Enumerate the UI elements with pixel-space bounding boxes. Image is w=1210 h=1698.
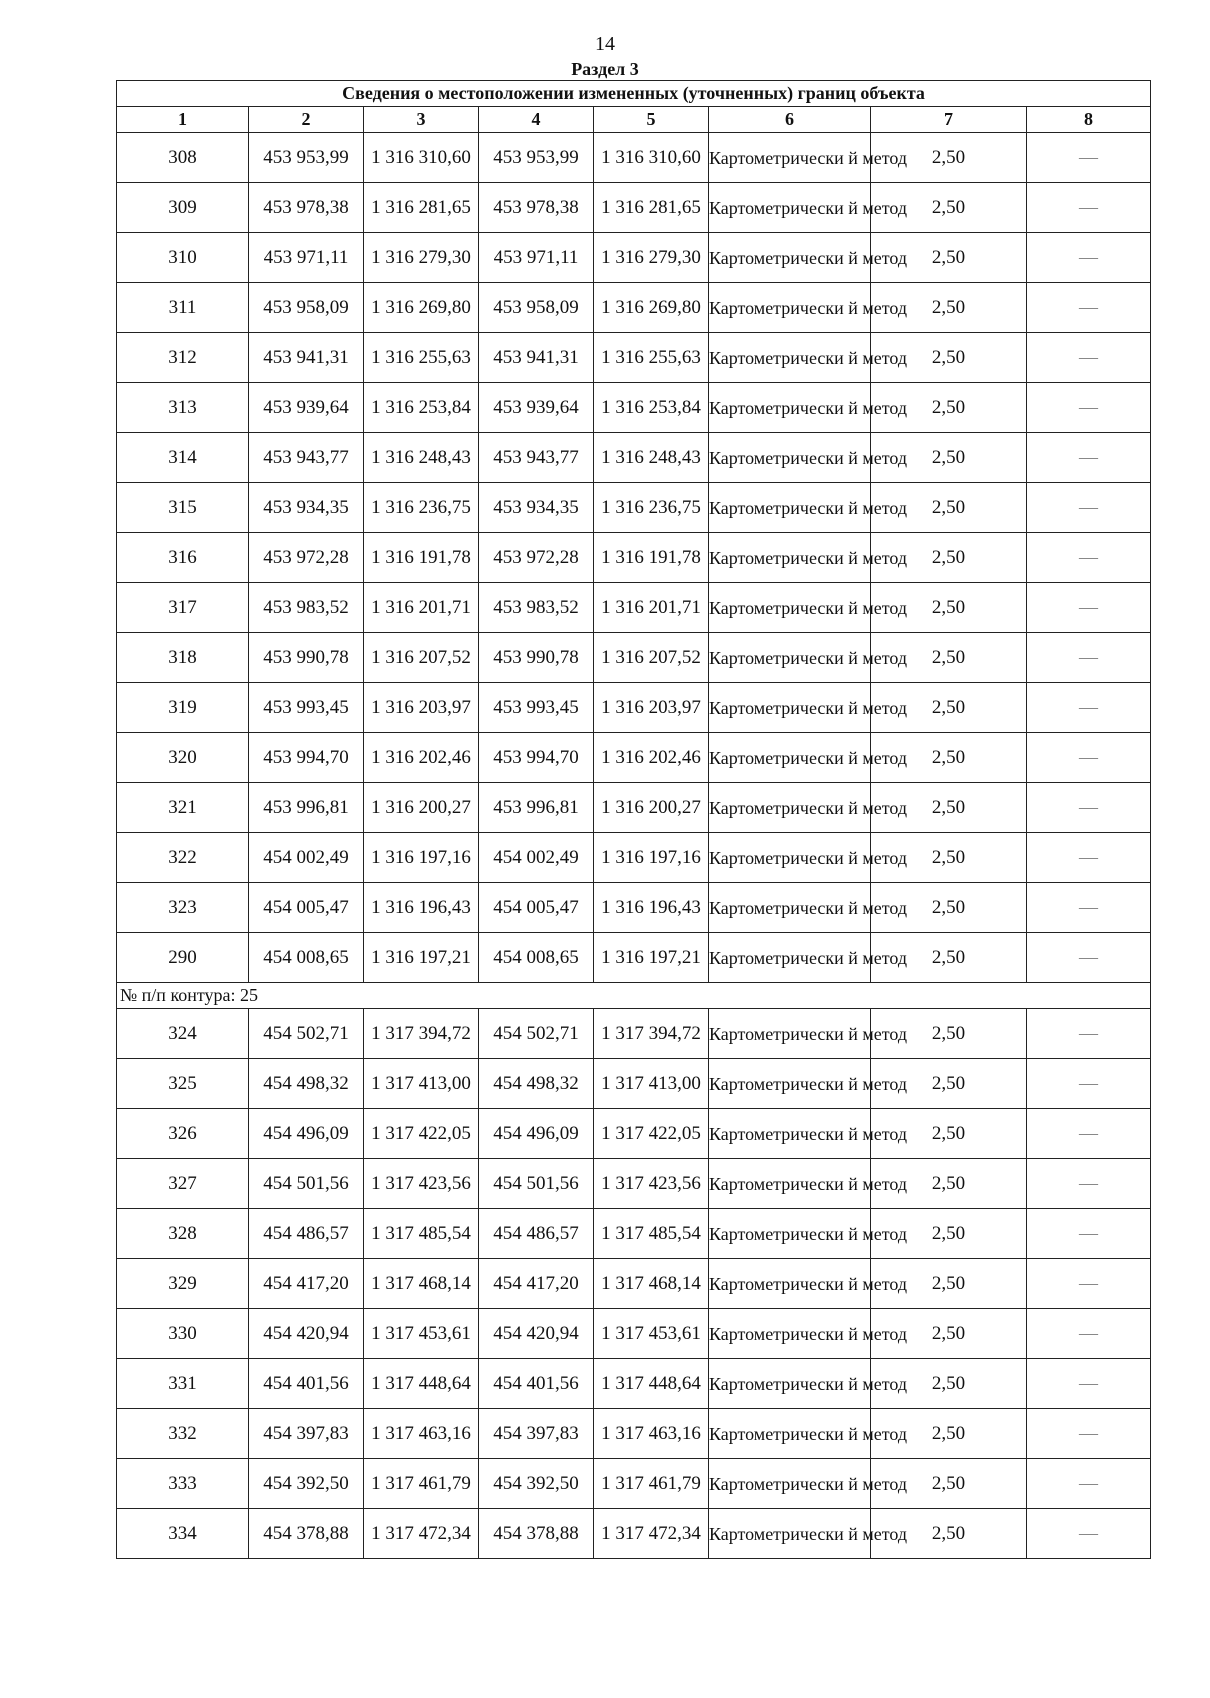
cell-mt-accuracy: 2,50 [871, 1459, 1027, 1509]
cell-mt-accuracy: 2,50 [871, 333, 1027, 383]
cell-x-old: 453 953,99 [249, 133, 364, 183]
cell-point-number: 310 [117, 233, 249, 283]
cell-note: — [1027, 1159, 1151, 1209]
cell-point-number: 321 [117, 783, 249, 833]
cell-y-old: 1 316 200,27 [364, 783, 479, 833]
cell-x-new: 454 502,71 [479, 1009, 594, 1059]
cell-x-new: 454 378,88 [479, 1509, 594, 1559]
table-row [117, 933, 1151, 983]
cell-point-number: 316 [117, 533, 249, 583]
cell-x-old: 453 939,64 [249, 383, 364, 433]
column-number: 7 [871, 107, 1027, 133]
cell-x-old: 454 005,47 [249, 883, 364, 933]
cell-note: — [1027, 1509, 1151, 1559]
cell-x-old: 454 002,49 [249, 833, 364, 883]
cell-x-new: 453 971,11 [479, 233, 594, 283]
cell-y-old: 1 316 201,71 [364, 583, 479, 633]
cell-note: — [1027, 583, 1151, 633]
cell-y-new: 1 316 207,52 [594, 633, 709, 683]
contour-label: № п/п контура: 25 [117, 983, 1151, 1009]
cell-note: — [1027, 783, 1151, 833]
cell-x-old: 454 420,94 [249, 1309, 364, 1359]
table-caption: Сведения о местоположении измененных (уточненных) границ объекта [117, 81, 1151, 107]
cell-x-old: 453 993,45 [249, 683, 364, 733]
cell-point-number: 330 [117, 1309, 249, 1359]
cell-note: — [1027, 1459, 1151, 1509]
cell-y-new: 1 316 255,63 [594, 333, 709, 383]
cell-point-number: 323 [117, 883, 249, 933]
cell-note: — [1027, 1059, 1151, 1109]
table-row [117, 433, 1151, 483]
table-body [117, 133, 1151, 1559]
cell-x-new: 453 972,28 [479, 533, 594, 583]
cell-method: Картометрически й метод [709, 433, 871, 483]
cell-note: — [1027, 1359, 1151, 1409]
cell-y-new: 1 316 310,60 [594, 133, 709, 183]
cell-point-number: 324 [117, 1009, 249, 1059]
cell-method: Картометрически й метод [709, 1109, 871, 1159]
cell-y-old: 1 317 472,34 [364, 1509, 479, 1559]
cell-point-number: 309 [117, 183, 249, 233]
table-row [117, 783, 1151, 833]
cell-method: Картометрически й метод [709, 633, 871, 683]
column-number: 3 [364, 107, 479, 133]
cell-x-new: 454 008,65 [479, 933, 594, 983]
cell-x-new: 454 501,56 [479, 1159, 594, 1209]
cell-point-number: 327 [117, 1159, 249, 1209]
cell-x-old: 454 501,56 [249, 1159, 364, 1209]
cell-point-number: 322 [117, 833, 249, 883]
cell-y-new: 1 316 236,75 [594, 483, 709, 533]
cell-mt-accuracy: 2,50 [871, 1109, 1027, 1159]
cell-mt-accuracy: 2,50 [871, 933, 1027, 983]
cell-y-old: 1 316 191,78 [364, 533, 479, 583]
cell-y-new: 1 316 203,97 [594, 683, 709, 733]
cell-y-old: 1 316 255,63 [364, 333, 479, 383]
cell-y-new: 1 317 463,16 [594, 1409, 709, 1459]
cell-y-new: 1 317 413,00 [594, 1059, 709, 1109]
column-number-row [117, 107, 1151, 133]
table-row [117, 383, 1151, 433]
cell-y-new: 1 317 485,54 [594, 1209, 709, 1259]
cell-y-new: 1 316 269,80 [594, 283, 709, 333]
cell-x-old: 454 498,32 [249, 1059, 364, 1109]
cell-y-new: 1 316 202,46 [594, 733, 709, 783]
cell-note: — [1027, 733, 1151, 783]
cell-method: Картометрически й метод [709, 1259, 871, 1309]
cell-note: — [1027, 1209, 1151, 1259]
cell-mt-accuracy: 2,50 [871, 1059, 1027, 1109]
cell-note: — [1027, 333, 1151, 383]
cell-x-old: 454 008,65 [249, 933, 364, 983]
cell-method: Картометрически й метод [709, 733, 871, 783]
cell-note: — [1027, 233, 1151, 283]
cell-y-new: 1 316 200,27 [594, 783, 709, 833]
table-row [117, 1109, 1151, 1159]
cell-mt-accuracy: 2,50 [871, 433, 1027, 483]
cell-method: Картометрически й метод [709, 1009, 871, 1059]
cell-method: Картометрически й метод [709, 1159, 871, 1209]
cell-x-new: 453 996,81 [479, 783, 594, 833]
cell-x-old: 454 496,09 [249, 1109, 364, 1159]
cell-y-new: 1 317 423,56 [594, 1159, 709, 1209]
cell-y-old: 1 316 253,84 [364, 383, 479, 433]
cell-x-old: 454 378,88 [249, 1509, 364, 1559]
table-row [117, 1209, 1151, 1259]
column-number: 5 [594, 107, 709, 133]
cell-x-new: 453 941,31 [479, 333, 594, 383]
cell-x-new: 453 993,45 [479, 683, 594, 733]
cell-method: Картометрически й метод [709, 1209, 871, 1259]
cell-y-new: 1 316 253,84 [594, 383, 709, 433]
table-row [117, 583, 1151, 633]
cell-mt-accuracy: 2,50 [871, 1509, 1027, 1559]
column-number: 6 [709, 107, 871, 133]
cell-method: Картометрически й метод [709, 483, 871, 533]
cell-y-new: 1 317 472,34 [594, 1509, 709, 1559]
cell-point-number: 328 [117, 1209, 249, 1259]
cell-method: Картометрически й метод [709, 283, 871, 333]
cell-note: — [1027, 833, 1151, 883]
table-row [117, 1159, 1151, 1209]
coordinates-table [116, 80, 1151, 1559]
cell-x-new: 453 958,09 [479, 283, 594, 333]
cell-x-new: 453 934,35 [479, 483, 594, 533]
cell-method: Картометрически й метод [709, 783, 871, 833]
table-row [117, 283, 1151, 333]
cell-method: Картометрически й метод [709, 933, 871, 983]
cell-x-new: 454 417,20 [479, 1259, 594, 1309]
cell-y-old: 1 316 202,46 [364, 733, 479, 783]
cell-method: Картометрически й метод [709, 233, 871, 283]
cell-y-old: 1 317 423,56 [364, 1159, 479, 1209]
cell-y-new: 1 316 248,43 [594, 433, 709, 483]
cell-y-new: 1 317 453,61 [594, 1309, 709, 1359]
cell-x-old: 454 502,71 [249, 1009, 364, 1059]
cell-y-old: 1 316 197,16 [364, 833, 479, 883]
cell-point-number: 290 [117, 933, 249, 983]
cell-y-old: 1 316 203,97 [364, 683, 479, 733]
table-row [117, 183, 1151, 233]
cell-mt-accuracy: 2,50 [871, 1009, 1027, 1059]
cell-y-old: 1 317 453,61 [364, 1309, 479, 1359]
table-row [117, 483, 1151, 533]
cell-point-number: 325 [117, 1059, 249, 1109]
table-row [117, 1459, 1151, 1509]
cell-x-new: 453 943,77 [479, 433, 594, 483]
cell-x-new: 454 498,32 [479, 1059, 594, 1109]
cell-x-new: 454 496,09 [479, 1109, 594, 1159]
cell-note: — [1027, 183, 1151, 233]
cell-y-old: 1 316 269,80 [364, 283, 479, 333]
cell-method: Картометрически й метод [709, 533, 871, 583]
column-number: 8 [1027, 107, 1151, 133]
table-row [117, 1359, 1151, 1409]
cell-y-new: 1 316 279,30 [594, 233, 709, 283]
cell-x-new: 454 420,94 [479, 1309, 594, 1359]
cell-note: — [1027, 1009, 1151, 1059]
cell-mt-accuracy: 2,50 [871, 1209, 1027, 1259]
cell-y-new: 1 316 201,71 [594, 583, 709, 633]
cell-y-old: 1 317 448,64 [364, 1359, 479, 1409]
cell-y-new: 1 317 468,14 [594, 1259, 709, 1309]
table-row [117, 883, 1151, 933]
cell-method: Картометрически й метод [709, 1309, 871, 1359]
cell-mt-accuracy: 2,50 [871, 883, 1027, 933]
cell-method: Картометрически й метод [709, 833, 871, 883]
cell-point-number: 331 [117, 1359, 249, 1409]
cell-mt-accuracy: 2,50 [871, 1259, 1027, 1309]
cell-x-old: 453 958,09 [249, 283, 364, 333]
cell-y-old: 1 316 207,52 [364, 633, 479, 683]
cell-mt-accuracy: 2,50 [871, 1359, 1027, 1409]
cell-y-new: 1 316 197,21 [594, 933, 709, 983]
cell-y-old: 1 317 394,72 [364, 1009, 479, 1059]
cell-point-number: 313 [117, 383, 249, 433]
cell-point-number: 320 [117, 733, 249, 783]
cell-x-new: 454 392,50 [479, 1459, 594, 1509]
cell-y-old: 1 316 196,43 [364, 883, 479, 933]
cell-y-old: 1 316 281,65 [364, 183, 479, 233]
cell-x-old: 453 990,78 [249, 633, 364, 683]
cell-mt-accuracy: 2,50 [871, 233, 1027, 283]
cell-y-old: 1 317 463,16 [364, 1409, 479, 1459]
table-row [117, 733, 1151, 783]
cell-note: — [1027, 633, 1151, 683]
cell-method: Картометрически й метод [709, 333, 871, 383]
cell-y-old: 1 317 461,79 [364, 1459, 479, 1509]
table-row [117, 533, 1151, 583]
cell-x-new: 453 978,38 [479, 183, 594, 233]
cell-x-old: 453 994,70 [249, 733, 364, 783]
cell-x-old: 453 996,81 [249, 783, 364, 833]
cell-note: — [1027, 933, 1151, 983]
cell-point-number: 318 [117, 633, 249, 683]
cell-y-old: 1 317 468,14 [364, 1259, 479, 1309]
cell-point-number: 326 [117, 1109, 249, 1159]
cell-y-old: 1 317 422,05 [364, 1109, 479, 1159]
cell-mt-accuracy: 2,50 [871, 283, 1027, 333]
cell-point-number: 311 [117, 283, 249, 333]
cell-method: Картометрически й метод [709, 133, 871, 183]
cell-x-new: 454 005,47 [479, 883, 594, 933]
cell-x-new: 453 953,99 [479, 133, 594, 183]
table-row [117, 1059, 1151, 1109]
cell-point-number: 314 [117, 433, 249, 483]
cell-y-new: 1 316 191,78 [594, 533, 709, 583]
cell-point-number: 319 [117, 683, 249, 733]
page-number: 14 [595, 33, 615, 55]
cell-x-new: 453 990,78 [479, 633, 594, 683]
cell-mt-accuracy: 2,50 [871, 1159, 1027, 1209]
cell-x-new: 454 401,56 [479, 1359, 594, 1409]
cell-method: Картометрически й метод [709, 683, 871, 733]
table-row [117, 133, 1151, 183]
cell-note: — [1027, 1259, 1151, 1309]
cell-note: — [1027, 1109, 1151, 1159]
cell-y-old: 1 316 236,75 [364, 483, 479, 533]
table-row [117, 333, 1151, 383]
cell-y-old: 1 316 248,43 [364, 433, 479, 483]
cell-mt-accuracy: 2,50 [871, 733, 1027, 783]
cell-mt-accuracy: 2,50 [871, 133, 1027, 183]
cell-point-number: 315 [117, 483, 249, 533]
cell-x-old: 454 397,83 [249, 1409, 364, 1459]
table-row [117, 833, 1151, 883]
table-row [117, 633, 1151, 683]
cell-y-new: 1 317 461,79 [594, 1459, 709, 1509]
cell-method: Картометрически й метод [709, 383, 871, 433]
cell-note: — [1027, 383, 1151, 433]
cell-mt-accuracy: 2,50 [871, 633, 1027, 683]
cell-mt-accuracy: 2,50 [871, 483, 1027, 533]
cell-mt-accuracy: 2,50 [871, 383, 1027, 433]
cell-y-new: 1 316 281,65 [594, 183, 709, 233]
table-row [117, 683, 1151, 733]
cell-method: Картометрически й метод [709, 883, 871, 933]
cell-mt-accuracy: 2,50 [871, 783, 1027, 833]
cell-method: Картометрически й метод [709, 183, 871, 233]
cell-x-new: 454 486,57 [479, 1209, 594, 1259]
cell-x-old: 453 941,31 [249, 333, 364, 383]
cell-method: Картометрически й метод [709, 583, 871, 633]
cell-y-new: 1 316 196,43 [594, 883, 709, 933]
cell-mt-accuracy: 2,50 [871, 583, 1027, 633]
cell-method: Картометрически й метод [709, 1359, 871, 1409]
cell-mt-accuracy: 2,50 [871, 683, 1027, 733]
cell-y-old: 1 316 197,21 [364, 933, 479, 983]
table-row [117, 233, 1151, 283]
cell-note: — [1027, 1309, 1151, 1359]
cell-y-old: 1 316 310,60 [364, 133, 479, 183]
cell-note: — [1027, 1409, 1151, 1459]
cell-note: — [1027, 533, 1151, 583]
cell-y-old: 1 317 485,54 [364, 1209, 479, 1259]
cell-point-number: 329 [117, 1259, 249, 1309]
cell-method: Картометрически й метод [709, 1509, 871, 1559]
cell-x-old: 454 486,57 [249, 1209, 364, 1259]
cell-method: Картометрически й метод [709, 1059, 871, 1109]
cell-x-old: 454 392,50 [249, 1459, 364, 1509]
cell-mt-accuracy: 2,50 [871, 183, 1027, 233]
cell-x-old: 454 417,20 [249, 1259, 364, 1309]
table-row [117, 1409, 1151, 1459]
cell-point-number: 333 [117, 1459, 249, 1509]
cell-note: — [1027, 883, 1151, 933]
column-number: 2 [249, 107, 364, 133]
cell-y-new: 1 317 448,64 [594, 1359, 709, 1409]
cell-x-old: 453 972,28 [249, 533, 364, 583]
cell-x-old: 453 978,38 [249, 183, 364, 233]
cell-method: Картометрически й метод [709, 1459, 871, 1509]
cell-point-number: 317 [117, 583, 249, 633]
cell-x-old: 453 983,52 [249, 583, 364, 633]
cell-note: — [1027, 683, 1151, 733]
cell-note: — [1027, 133, 1151, 183]
cell-y-new: 1 317 422,05 [594, 1109, 709, 1159]
cell-method: Картометрически й метод [709, 1409, 871, 1459]
cell-note: — [1027, 433, 1151, 483]
cell-y-old: 1 316 279,30 [364, 233, 479, 283]
table-row [117, 1509, 1151, 1559]
table-row [117, 1259, 1151, 1309]
cell-x-old: 453 943,77 [249, 433, 364, 483]
cell-mt-accuracy: 2,50 [871, 833, 1027, 883]
cell-note: — [1027, 283, 1151, 333]
section-title: Раздел 3 [571, 59, 639, 79]
cell-y-old: 1 317 413,00 [364, 1059, 479, 1109]
cell-y-new: 1 317 394,72 [594, 1009, 709, 1059]
cell-mt-accuracy: 2,50 [871, 533, 1027, 583]
table-row [117, 1009, 1151, 1059]
cell-x-old: 453 934,35 [249, 483, 364, 533]
cell-x-new: 454 397,83 [479, 1409, 594, 1459]
cell-y-new: 1 316 197,16 [594, 833, 709, 883]
cell-x-new: 454 002,49 [479, 833, 594, 883]
column-number: 1 [117, 107, 249, 133]
cell-point-number: 334 [117, 1509, 249, 1559]
column-number: 4 [479, 107, 594, 133]
cell-point-number: 332 [117, 1409, 249, 1459]
cell-x-old: 453 971,11 [249, 233, 364, 283]
cell-point-number: 312 [117, 333, 249, 383]
table-row [117, 1309, 1151, 1359]
cell-x-new: 453 983,52 [479, 583, 594, 633]
cell-point-number: 308 [117, 133, 249, 183]
cell-mt-accuracy: 2,50 [871, 1309, 1027, 1359]
cell-x-new: 453 994,70 [479, 733, 594, 783]
contour-row [117, 983, 1151, 1009]
cell-note: — [1027, 483, 1151, 533]
cell-mt-accuracy: 2,50 [871, 1409, 1027, 1459]
cell-x-new: 453 939,64 [479, 383, 594, 433]
cell-x-old: 454 401,56 [249, 1359, 364, 1409]
